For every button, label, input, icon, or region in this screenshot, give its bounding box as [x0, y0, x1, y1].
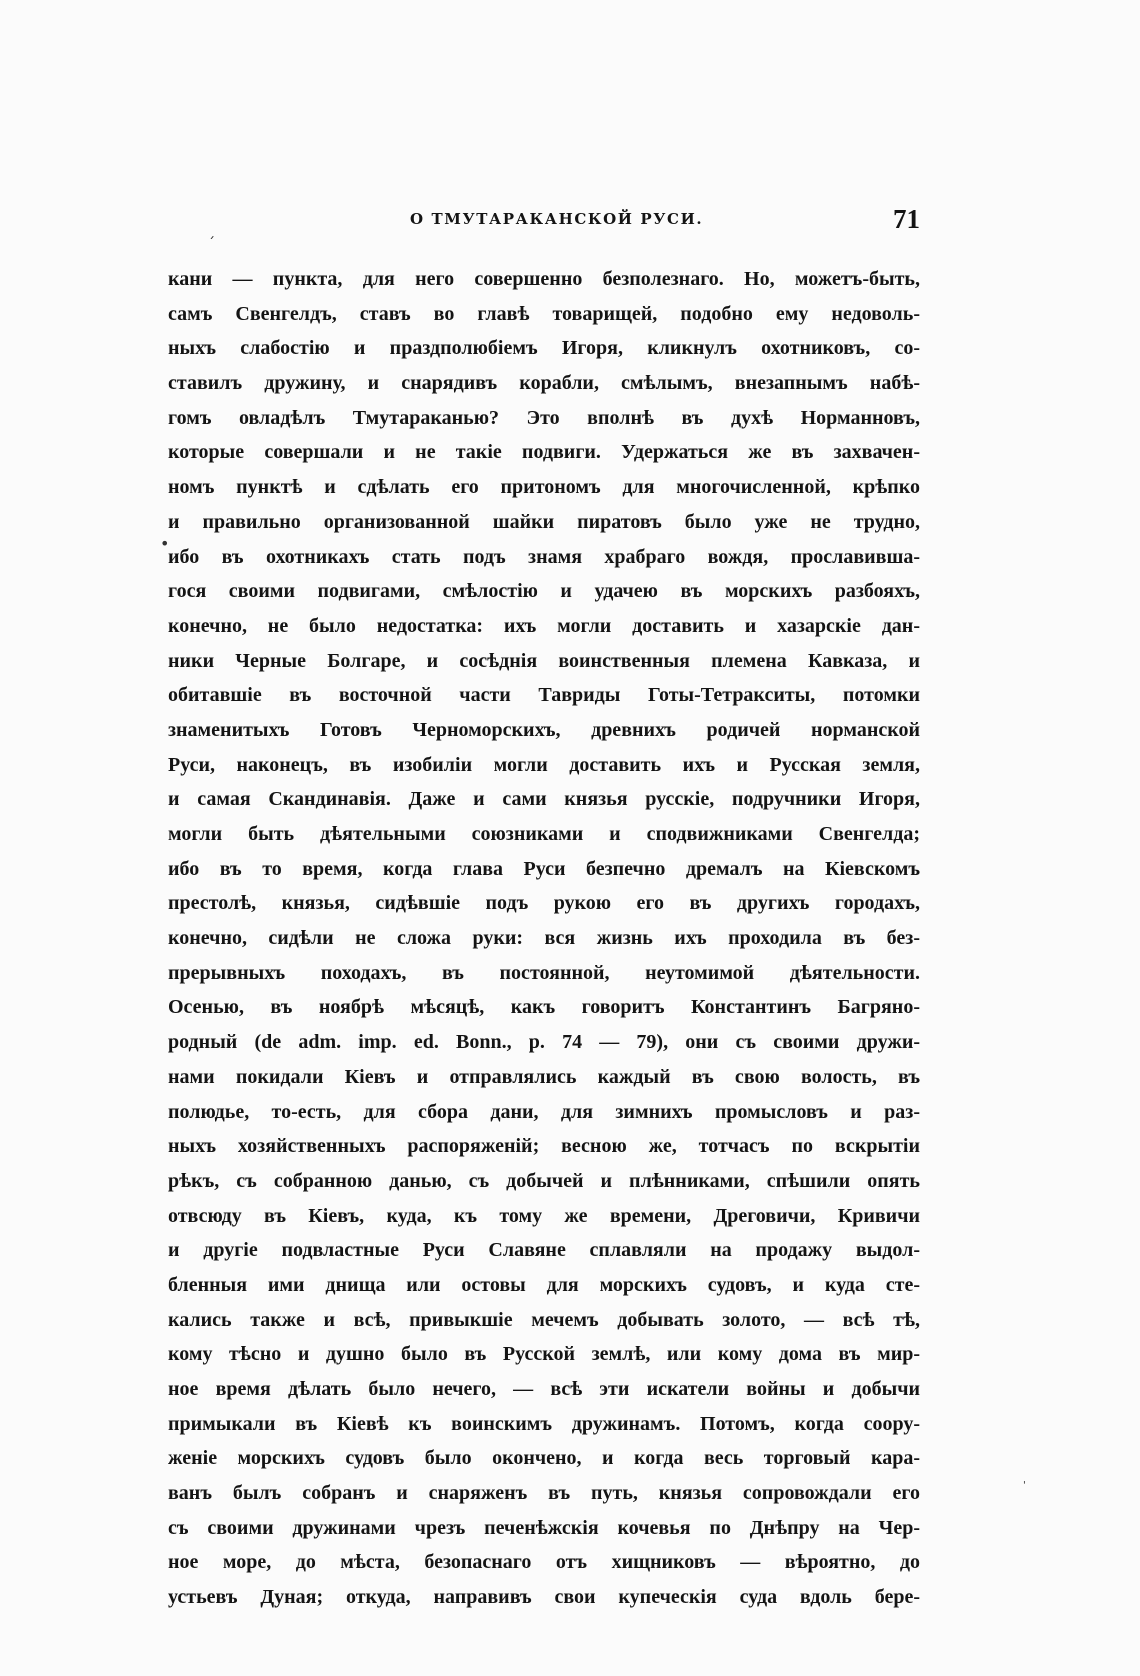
body-text — [168, 262, 920, 1615]
text-line: могли быть дѣятельными союзниками и сподвижниками Свенгелда; — [168, 823, 920, 845]
text-line: и правильно организованной шайки пиратовъ было уже не трудно, — [168, 510, 920, 533]
text-line: рѣкъ, съ собранною данью, съ добычей и плѣнниками, спѣшили опять — [168, 1169, 920, 1192]
text-line: знаменитыхъ Готовъ Черноморскихъ, древнихъ родичей норманской — [168, 718, 920, 741]
text-line: ное море, до мѣста, безопаснаго отъ хищниковъ — вѣроятно, до — [168, 1551, 920, 1574]
text-line: кались также и всѣ, привыкшіе мечемъ добывать золото, — всѣ тѣ, — [168, 1308, 920, 1331]
text-line: и самая Скандинавія. Даже и сами князья русскіе, подручники Игоря, — [168, 788, 920, 811]
text-line: номъ пунктѣ и сдѣлать его притономъ для многочисленной, крѣпко — [168, 476, 920, 499]
margin-mark-left: • — [160, 534, 170, 553]
running-head — [168, 204, 920, 242]
running-title: О ТМУТАРАКАНСКОЙ РУСИ. — [410, 210, 704, 228]
text-line: конечно, не было недостатка: ихъ могли доставить и хазарскіе дан- — [168, 614, 920, 637]
text-line: ное время дѣлать было нечего, — всѣ эти искатели войны и добычи — [168, 1378, 920, 1400]
text-line: съ своими дружинами чрезъ печенѣжскія кочевья по Днѣпру на Чер- — [168, 1516, 920, 1539]
text-line: ванъ былъ собранъ и снаряженъ въ путь, князья сопровождали его — [168, 1482, 920, 1505]
text-line: ныхъ хозяйственныхъ распоряженій; весною же, тотчасъ по вскрытіи — [168, 1135, 920, 1158]
text-line: ибо въ то время, когда глава Руси безпечно дремалъ на Кіевскомъ — [168, 857, 920, 880]
text-line: бленныя ими днища или остовы для морскихъ судовъ, и куда сте- — [168, 1273, 920, 1296]
text-line: ибо въ охотникахъ стать подъ знамя храбраго вождя, прославивша- — [168, 545, 920, 568]
text-line: отвсюду въ Кіевъ, куда, къ тому же времени, Дреговичи, Кривичи — [168, 1204, 920, 1227]
text-line: обитавшіе въ восточной части Тавриды Готы-Тетракситы, потомки — [168, 684, 920, 707]
text-line: Осенью, въ ноябрѣ мѣсяцѣ, какъ говоритъ Константинъ Багряно- — [168, 996, 920, 1019]
text-line: полюдье, то-есть, для сбора дани, для зимнихъ промысловъ и раз- — [168, 1100, 920, 1123]
text-line: конечно, сидѣли не сложа руки: вся жизнь ихъ проходила въ без- — [168, 927, 920, 950]
text-line: ставилъ дружину, и снарядивъ корабли, смѣлымъ, внезапнымъ набѣ- — [168, 372, 920, 395]
text-line: устьевъ Дуная; откуда, направивъ свои купеческія суда вдоль бере- — [168, 1586, 920, 1609]
text-line: кому тѣсно и душно было въ Русской землѣ, или кому дома въ мир- — [168, 1343, 920, 1366]
text-line: кани — пункта, для него совершенно безполезнаго. Но, можетъ-быть, — [168, 268, 920, 290]
text-line: ныхъ слабостію и праздполюбіемъ Игоря, кликнулъ охотниковъ, со- — [168, 337, 920, 360]
margin-mark-top: ˊ — [208, 236, 215, 252]
text-line: которые совершали и не такіе подвиги. Удержаться же въ захвачен- — [168, 441, 920, 464]
margin-mark-right: ' — [1023, 1480, 1026, 1491]
text-line: нами покидали Кіевъ и отправлялись каждый въ свою волость, въ — [168, 1065, 920, 1088]
text-line: ники Черные Болгаре, и сосѣднія воинственныя племена Кавказа, и — [168, 649, 920, 672]
text-line: женіе морскихъ судовъ было окончено, и когда весь торговый кара- — [168, 1447, 920, 1470]
text-line: гомъ овладѣлъ Тмутараканью? Это вполнѣ въ духѣ Норманновъ, — [168, 406, 920, 429]
text-line: прерывныхъ походахъ, въ постоянной, неутомимой дѣятельности. — [168, 961, 920, 984]
page-number: 71 — [893, 204, 920, 234]
text-line: примыкали въ Кіевѣ къ воинскимъ дружинамъ. Потомъ, когда соору- — [168, 1412, 920, 1435]
text-line: Руси, наконецъ, въ изобиліи могли доставить ихъ и Русская земля, — [168, 753, 920, 776]
text-line: родный (de adm. imp. ed. Bonn., p. 74 — 79), они съ своими дружи- — [168, 1031, 920, 1054]
text-line: и другіе подвластные Руси Славяне сплавляли на продажу выдол- — [168, 1239, 920, 1262]
text-line: престолѣ, князья, сидѣвшіе подъ рукою его въ другихъ городахъ, — [168, 892, 920, 915]
text-line: гося своими подвигами, смѣлостію и удачею въ морскихъ разбояхъ, — [168, 580, 920, 603]
text-line: самъ Свенгелдъ, ставъ во главѣ товарищей, подобно ему недоволь- — [168, 302, 920, 325]
